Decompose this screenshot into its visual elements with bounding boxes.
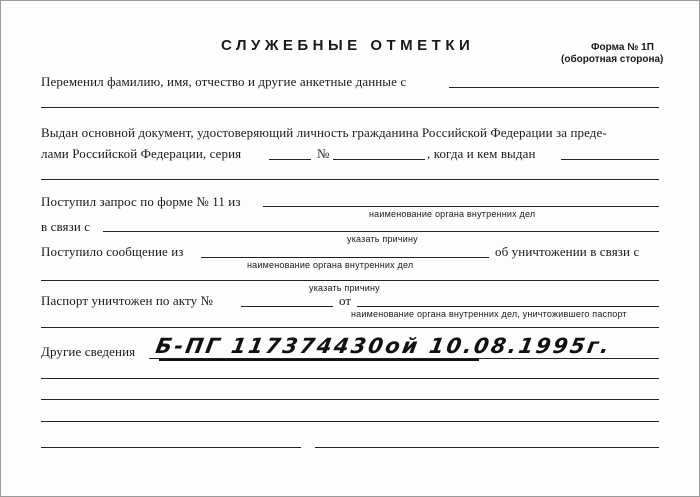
doc-number-field[interactable] bbox=[333, 159, 425, 160]
message-received-label: Поступило сообщение из bbox=[41, 244, 184, 259]
other-info-line-4[interactable] bbox=[41, 421, 659, 422]
issued-by-label: , когда и кем выдан bbox=[427, 146, 536, 161]
issued-doc-label-1: Выдан основной документ, удостоверяющий личность гражданина Российской Федерации за преде- bbox=[41, 125, 607, 140]
issued-by-field[interactable] bbox=[561, 159, 659, 160]
signature-line-right[interactable] bbox=[315, 447, 659, 448]
act-number-field[interactable] bbox=[241, 306, 333, 307]
in-connection-label: в связи с bbox=[41, 219, 91, 234]
request-received-label: Поступил запрос по форме № 11 из bbox=[41, 194, 241, 209]
passport-destroyed-label: Паспорт уничтожен по акту № bbox=[41, 293, 214, 308]
reason-caption-2: указать причину bbox=[309, 283, 380, 293]
form-side-label: (оборотная сторона) bbox=[561, 54, 664, 65]
other-info-handwritten: Б-ПГ 117374430ой 10.08.1995г. bbox=[153, 334, 614, 358]
other-info-label: Другие сведения bbox=[41, 344, 136, 359]
destroyer-org-field[interactable] bbox=[357, 306, 659, 307]
message-org-field[interactable] bbox=[201, 257, 489, 258]
destroyer-caption: наименование органа внутренних дел, уничтожившего паспорт bbox=[351, 309, 627, 319]
changed-name-field-cont[interactable] bbox=[41, 107, 659, 108]
request-org-caption: наименование органа внутренних дел bbox=[369, 209, 536, 219]
message-reason-field[interactable] bbox=[41, 280, 659, 281]
form-title: СЛУЖЕБНЫЕ ОТМЕТКИ bbox=[221, 37, 475, 54]
request-org-field[interactable] bbox=[263, 206, 659, 207]
request-reason-field[interactable] bbox=[103, 231, 659, 232]
other-info-line-2[interactable] bbox=[41, 378, 659, 379]
handwritten-underline bbox=[159, 359, 479, 361]
changed-name-label: Переменил фамилию, имя, отчество и другие анкетные данные с bbox=[41, 74, 407, 89]
doc-series-field[interactable] bbox=[269, 159, 311, 160]
message-org-caption: наименование органа внутренних дел bbox=[247, 260, 414, 270]
other-info-line-3[interactable] bbox=[41, 399, 659, 400]
other-info-field[interactable] bbox=[149, 358, 659, 359]
act-date-label: от bbox=[339, 293, 352, 308]
destroyed-reason-label: об уничтожении в связи с bbox=[495, 244, 640, 259]
issued-doc-label-2: лами Российской Федерации, серия bbox=[41, 146, 242, 161]
doc-number-sign: № bbox=[317, 146, 330, 161]
signature-line-left[interactable] bbox=[41, 447, 301, 448]
form-number: Форма № 1П bbox=[591, 42, 654, 53]
reason-caption-1: указать причину bbox=[347, 234, 418, 244]
destroyer-org-field-cont[interactable] bbox=[41, 327, 659, 328]
changed-name-field[interactable] bbox=[449, 87, 659, 88]
issued-doc-field-cont[interactable] bbox=[41, 179, 659, 180]
